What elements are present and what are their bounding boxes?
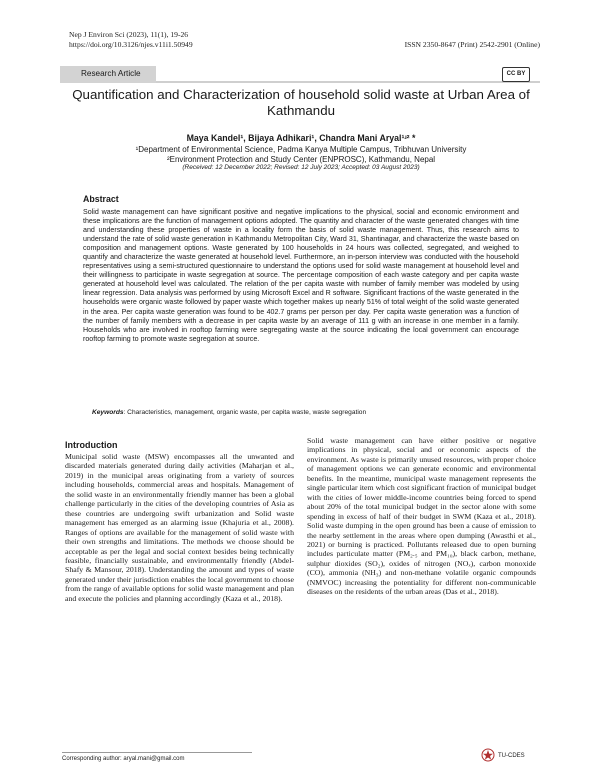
affiliation-2: ²Environment Protection and Study Center (ENPROSC), Kathmandu, Nepal — [166, 155, 436, 164]
keywords — [92, 409, 366, 416]
journal-info — [69, 30, 193, 50]
abstract-heading: Abstract — [83, 194, 119, 204]
keywords-text: : Characteristics, management, organic waste, per capita waste, waste segregation — [123, 409, 367, 416]
paper-title: Quantification and Characterization of household solid waste at Urban Area of Kathmandu — [72, 87, 530, 118]
intro-left-column: Municipal solid waste (MSW) encompasses all the unwanted and discarded materials generated during daily activities (Maharjan et al., 2019) in the municipal areas originating from a variety of sources including households, commercial areas and hospitals. Management of the solid waste in an environmentally friendly manner has been a global challenge particularly in the cities of the developing countries of Asia as these countries are undergoing swift urbanization and Solid waste management has emerged as an alarming issue (Khajuria et al., 2008). Ranges of options are available for the management of solid waste with their own strengths and limitations. The methods we choose should be acceptable as per the legal and social context besides being technically feasible, financially sustainable, and environmentally friendly (Abdel-Shafy & Mansour, 2018). Understanding the amount and types of waste generated under their jurisdiction enables the local government to choose from the range of available options for solid waste management and plan and execute the policies and planning accordingly (Kaza et al., 2018). — [65, 452, 294, 603]
introduction-heading: Introduction — [65, 440, 118, 450]
journal-citation: Nep J Environ Sci (2023), 11(1), 19-26 — [69, 30, 189, 39]
keywords-label: Keywords — [92, 409, 124, 416]
article-type-tag — [60, 66, 156, 83]
abstract-text: Solid waste management can have significant positive and negative implications to the physical, social and economic environment and these implications are the function of management options adopted. The quantity and character of the waste generated changes with time and understanding these properties of waste in a locality form the basis of solid waste management. Thus, this research aims to understand the rate of solid waste generation in Kathmandu Metropolitan City, Ward 31, Shantinagar, and characterize the waste based on composition and management options. Waste generated by 100 households in 24 hours was collected, segregated, and weighed to quantify and characterize the waste generated at household level. Furthermore, an in-person interview was conducted with the household representatives using a semi-structured questionnaire to understand the options used for solid waste management at household level and their willingness to participate in waste segregation at source. The percentage composition of each waste category and per capita waste generated at household level was calculated. The relation of the per capita waste with number of family member was modeled by using linear regression. Data analysis was performed by using Microsoft Excel and R software. Significant fractions of the waste generated in the households were organic waste followed by paper waste which together makes up nearly 51% of total weight of the solid waste generated in the area. Per capita waste generation was found to be 402.7 grams per person per day. Per capita waste generation was a function of the number of family members with a decrease in per capita waste by an average of 111 g with an increase in one member in a family. Households who are involved in rooftop farming were segregating waste at the source indicating the local government can encourage rooftop farming to promote waste segregation at source. — [83, 208, 519, 343]
article-type-rule — [156, 81, 540, 83]
authors: Maya Kandel¹, Bijaya Adhikari¹, Chandra Mani Aryal¹ʴ² * — [186, 133, 416, 143]
tu-cdes-logo-icon — [481, 748, 495, 762]
cc-license-icon[interactable]: CC BY — [502, 67, 530, 82]
article-type-label: Research Article — [81, 69, 141, 78]
footnote-divider — [62, 752, 252, 753]
publisher-name: TU-CDES — [498, 753, 525, 759]
article-type-bar — [60, 66, 540, 83]
doi-link[interactable]: https://doi.org/10.3126/njes.v11i1.50949 — [69, 40, 193, 49]
intro-right-column: Solid waste management can have either positive or negative implications in physical, social and or economic aspects of the environment. As waste is primarily unused resources, with proper choice of management options we can generate economic and environmental benefits. In the meantime, municipal waste management represents the single particular item which cost significant fraction of municipal budget with the cities of lower middle-income countries being forced to spend about 20% of the total municipal budget in the sector alone with some spending in excess of half of their budget in SWM (Kaza et al., 2018). Solid waste dumping in the open ground has been a cause of emission to the nearby settlement in the areas where open dumping (Awasthi et al., 2021) or burning is practiced. Pollutants released due to open burning includes particulate matter (PM₂.₅ and PM₁₀), black carbon, methane, sulphur dioxides (SO₂), oxides of nitrogen (NOₓ), carbon monoxide (CO), ammonia (NH₃) and non-methane volatile organic compounds (NMVOC) increasing the potentiality for different non-communicable diseases on the residents of the urban areas (Das et al., 2018). — [307, 436, 536, 597]
received-dates: (Received: 12 December 2022; Revised: 12 July 2023; Accepted: 03 August 2023) — [182, 164, 420, 171]
issn: ISSN 2350-8647 (Print) 2542-2901 (Online) — [404, 40, 540, 49]
affiliation-1: ¹Department of Environmental Science, Padma Kanya Multiple Campus, Tribhuvan University — [135, 145, 467, 154]
corresponding-author: Corresponding author: aryal.mani@gmail.com — [62, 756, 185, 762]
